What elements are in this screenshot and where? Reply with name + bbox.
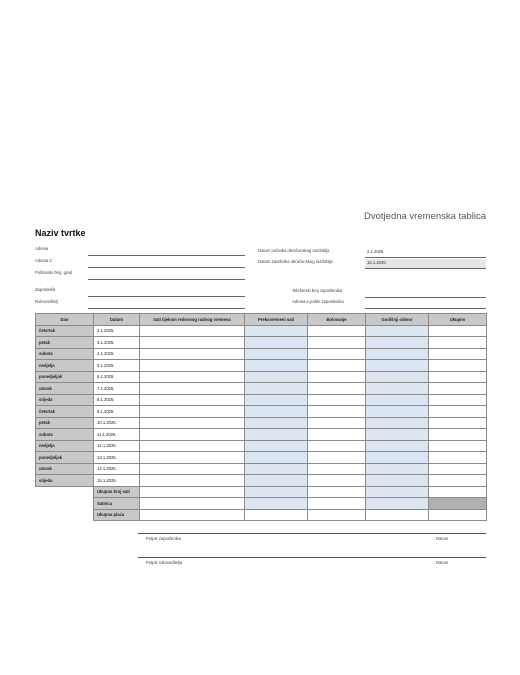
- date-cell: 3.1.2025.: [94, 337, 140, 349]
- phone-label: Telefonski broj zaposlenika: [292, 288, 343, 293]
- regular-hours-cell[interactable]: [140, 371, 245, 383]
- total-cell[interactable]: [429, 394, 487, 406]
- table-row: [36, 371, 487, 383]
- sick-cell[interactable]: [308, 394, 366, 406]
- column-header-sick: Bolovanje: [308, 314, 366, 326]
- sick-cell[interactable]: [308, 463, 366, 475]
- email-label: Adresa e-pošte zaposlenika: [292, 299, 344, 304]
- company-name[interactable]: Naziv tvrtke: [35, 228, 86, 238]
- table-row: [36, 429, 487, 441]
- vacation-cell[interactable]: [366, 337, 429, 349]
- timesheet-table: [35, 313, 487, 521]
- vacation-cell[interactable]: [366, 452, 429, 464]
- table-header-row: [36, 314, 487, 326]
- manager-signature-line[interactable]: [138, 557, 486, 566]
- overtime-cell[interactable]: [245, 394, 308, 406]
- sick-cell[interactable]: [308, 325, 366, 337]
- regular-hours-cell[interactable]: [140, 440, 245, 452]
- regular-hours-cell[interactable]: [140, 348, 245, 360]
- table-row: [36, 440, 487, 452]
- total-cell[interactable]: [429, 417, 487, 429]
- total-cell[interactable]: [429, 371, 487, 383]
- overtime-cell[interactable]: [245, 371, 308, 383]
- regular-hours-cell[interactable]: [140, 463, 245, 475]
- manager-field[interactable]: [35, 299, 245, 309]
- overtime-cell[interactable]: [245, 337, 308, 349]
- total-cell[interactable]: [429, 406, 487, 418]
- regular-hours-cell[interactable]: [140, 325, 245, 337]
- overtime-cell[interactable]: [245, 406, 308, 418]
- table-row: [36, 383, 487, 395]
- regular-hours-cell[interactable]: [140, 475, 245, 487]
- regular-hours-cell[interactable]: [140, 360, 245, 372]
- vacation-cell[interactable]: [366, 406, 429, 418]
- postal-city-label: Poštanski broj, grad: [35, 270, 73, 275]
- date-cell: 10.1.2025.: [94, 417, 140, 429]
- day-cell: srijeda: [36, 475, 94, 487]
- employee-label: Zaposlenik: [35, 287, 56, 292]
- column-header-date: Datum: [94, 314, 140, 326]
- overtime-cell[interactable]: [245, 463, 308, 475]
- cell[interactable]: [245, 509, 308, 521]
- day-cell: nedjelja: [36, 360, 94, 372]
- sick-cell[interactable]: [308, 475, 366, 487]
- date-cell: 7.1.2025.: [94, 383, 140, 395]
- address2-label: Adresa 2: [35, 258, 52, 263]
- cell[interactable]: [429, 486, 487, 498]
- date-cell: 9.1.2025.: [94, 406, 140, 418]
- total-cell[interactable]: [429, 463, 487, 475]
- overtime-cell[interactable]: [245, 440, 308, 452]
- period-start-value: 2.1.2025.: [367, 249, 385, 254]
- column-header-day: Dan: [36, 314, 94, 326]
- date-cell: 6.1.2025.: [94, 371, 140, 383]
- sick-cell[interactable]: [308, 383, 366, 395]
- vacation-cell[interactable]: [366, 383, 429, 395]
- regular-hours-cell[interactable]: [140, 452, 245, 464]
- column-header-overtime: Prekovremeni sati: [245, 314, 308, 326]
- table-row: [36, 325, 487, 337]
- table-row: [36, 348, 487, 360]
- sick-cell[interactable]: [308, 440, 366, 452]
- column-header-regular: Sati tijekom redovnog radnog vremena: [140, 314, 245, 326]
- postal-city-field[interactable]: [35, 270, 245, 280]
- sick-cell[interactable]: [308, 452, 366, 464]
- table-row: [36, 394, 487, 406]
- cell[interactable]: [429, 509, 487, 521]
- period-end-field[interactable]: [258, 259, 486, 269]
- sick-cell[interactable]: [308, 371, 366, 383]
- employee-field[interactable]: [35, 287, 245, 297]
- manager-signature-date-label: Datum: [436, 560, 449, 565]
- day-cell: ponedjeljak: [36, 371, 94, 383]
- day-cell: ponedjeljak: [36, 452, 94, 464]
- address-label: Adresa: [35, 246, 49, 251]
- total-cell[interactable]: [429, 452, 487, 464]
- cell[interactable]: [366, 498, 429, 510]
- total-cell[interactable]: [429, 325, 487, 337]
- summary-label: Satnica: [94, 498, 140, 510]
- vacation-cell[interactable]: [366, 371, 429, 383]
- table-row: [36, 360, 487, 372]
- total-cell[interactable]: [429, 429, 487, 441]
- table-row: [36, 475, 487, 487]
- day-cell: subota: [36, 429, 94, 441]
- date-cell: 12.1.2025.: [94, 440, 140, 452]
- cell[interactable]: [140, 498, 245, 510]
- regular-hours-cell[interactable]: [140, 394, 245, 406]
- day-cell: subota: [36, 348, 94, 360]
- employee-signature-label: Potpis zaposlenika: [146, 536, 181, 541]
- overtime-cell[interactable]: [245, 325, 308, 337]
- table-row: [36, 406, 487, 418]
- regular-hours-cell[interactable]: [140, 417, 245, 429]
- total-cell[interactable]: [429, 383, 487, 395]
- summary-row-total-pay: [36, 509, 487, 521]
- regular-hours-cell[interactable]: [140, 429, 245, 441]
- summary-row-rate: [36, 498, 487, 510]
- total-cell[interactable]: [429, 337, 487, 349]
- overtime-cell[interactable]: [245, 348, 308, 360]
- regular-hours-cell[interactable]: [140, 383, 245, 395]
- date-cell: 14.1.2025.: [94, 463, 140, 475]
- vacation-cell[interactable]: [366, 440, 429, 452]
- cell[interactable]: [366, 509, 429, 521]
- period-end-value: 15.1.2025.: [367, 260, 387, 265]
- vacation-cell[interactable]: [366, 360, 429, 372]
- cell[interactable]: [366, 486, 429, 498]
- manager-signature-label: Potpis rukovoditelja: [146, 560, 183, 565]
- day-cell: utorak: [36, 383, 94, 395]
- overtime-cell[interactable]: [245, 429, 308, 441]
- cell[interactable]: [245, 486, 308, 498]
- date-cell: 13.1.2025.: [94, 452, 140, 464]
- day-cell: utorak: [36, 463, 94, 475]
- period-start-label: Datum početka obračunskog razdoblja: [258, 248, 330, 253]
- total-cell[interactable]: [429, 360, 487, 372]
- total-cell[interactable]: [429, 475, 487, 487]
- sick-cell[interactable]: [308, 429, 366, 441]
- sick-cell[interactable]: [308, 417, 366, 429]
- overtime-cell[interactable]: [245, 383, 308, 395]
- total-cell[interactable]: [429, 348, 487, 360]
- date-cell: 4.1.2025.: [94, 348, 140, 360]
- employee-signature-date-label: Datum: [436, 536, 449, 541]
- date-cell: 11.1.2025.: [94, 429, 140, 441]
- cell[interactable]: [245, 498, 308, 510]
- phone-field[interactable]: [258, 288, 486, 298]
- summary-label: Ukupan broj sati: [94, 486, 140, 498]
- employee-signature-line[interactable]: [138, 533, 486, 542]
- vacation-cell[interactable]: [366, 429, 429, 441]
- summary-row-total-hours: [36, 486, 487, 498]
- regular-hours-cell[interactable]: [140, 337, 245, 349]
- overtime-cell[interactable]: [245, 475, 308, 487]
- day-cell: srijeda: [36, 394, 94, 406]
- date-cell: 2.1.2025.: [94, 325, 140, 337]
- cell[interactable]: [308, 486, 366, 498]
- cell[interactable]: [140, 509, 245, 521]
- manager-label: Rukovoditelj: [35, 299, 58, 304]
- sick-cell[interactable]: [308, 406, 366, 418]
- vacation-cell[interactable]: [366, 394, 429, 406]
- overtime-cell[interactable]: [245, 452, 308, 464]
- table-row: [36, 417, 487, 429]
- vacation-cell[interactable]: [366, 325, 429, 337]
- day-cell: četvrtak: [36, 406, 94, 418]
- column-header-total: Ukupno: [429, 314, 487, 326]
- sick-cell[interactable]: [308, 337, 366, 349]
- cell[interactable]: [308, 509, 366, 521]
- sick-cell[interactable]: [308, 348, 366, 360]
- email-field[interactable]: [258, 299, 486, 309]
- day-cell: petak: [36, 417, 94, 429]
- table-row: [36, 463, 487, 475]
- vacation-cell[interactable]: [366, 348, 429, 360]
- overtime-cell[interactable]: [245, 360, 308, 372]
- day-cell: četvrtak: [36, 325, 94, 337]
- vacation-cell[interactable]: [366, 463, 429, 475]
- column-header-vacation: Godišnji odmor: [366, 314, 429, 326]
- date-cell: 15.1.2025.: [94, 475, 140, 487]
- table-row: [36, 452, 487, 464]
- address2-field[interactable]: [35, 258, 245, 268]
- total-cell[interactable]: [429, 440, 487, 452]
- overtime-cell[interactable]: [245, 417, 308, 429]
- date-cell: 8.1.2025.: [94, 394, 140, 406]
- regular-hours-cell[interactable]: [140, 406, 245, 418]
- period-start-field[interactable]: [258, 248, 486, 258]
- vacation-cell[interactable]: [366, 417, 429, 429]
- address-field[interactable]: [35, 246, 245, 256]
- period-end-label: Datum završetka obračunskog razdoblja: [258, 259, 333, 264]
- vacation-cell[interactable]: [366, 475, 429, 487]
- doc-title: Dvotjedna vremenska tablica: [364, 211, 486, 222]
- table-row: [36, 337, 487, 349]
- cell: [429, 498, 487, 510]
- day-cell: petak: [36, 337, 94, 349]
- date-cell: 5.1.2025.: [94, 360, 140, 372]
- cell[interactable]: [308, 498, 366, 510]
- summary-label: Ukupna plaća: [94, 509, 140, 521]
- sick-cell[interactable]: [308, 360, 366, 372]
- day-cell: nedjelja: [36, 440, 94, 452]
- cell[interactable]: [140, 486, 245, 498]
